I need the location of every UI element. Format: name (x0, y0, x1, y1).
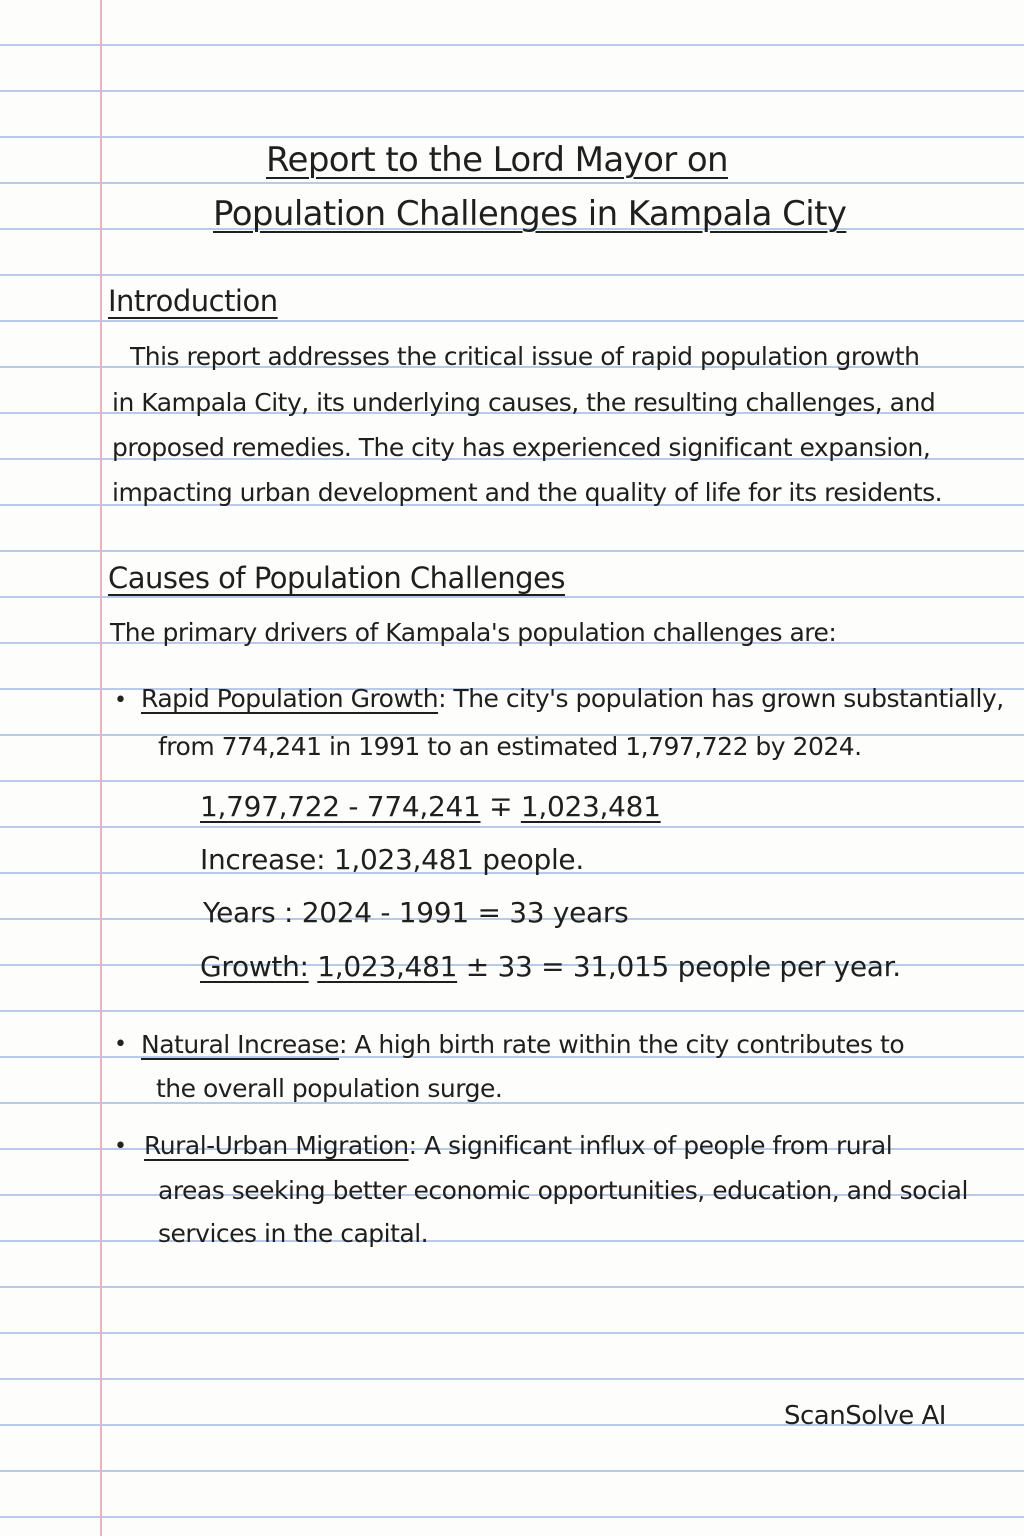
causes-heading: Causes of Population Challenges (108, 561, 566, 595)
intro-paragraph-line: impacting urban development and the quality of life for its residents. (112, 478, 943, 507)
bullet-label: Rural-Urban Migration (144, 1131, 409, 1160)
subtraction-line (200, 790, 661, 823)
increase-value: 1,023,481 people. (333, 843, 584, 876)
bullet-dot: • (114, 1134, 127, 1159)
bullet-text: : The city's population has grown substantially, (438, 684, 1004, 713)
margin-line (100, 0, 102, 1536)
bullet-continuation-line: the overall population surge. (156, 1074, 503, 1103)
causes-intro: The primary drivers of Kampala's population challenges are: (110, 618, 837, 647)
bullet-continuation-line: areas seeking better economic opportunities, education, and social (158, 1176, 968, 1205)
subtraction-result: 1,023,481 (520, 790, 661, 823)
introduction-heading: Introduction (108, 284, 278, 318)
bullet-dot: • (114, 1032, 127, 1057)
bullet-text: : A significant influx of people from rural (408, 1131, 893, 1160)
bullet-rapid-growth (141, 684, 1004, 713)
signature: ScanSolve AI (784, 1401, 946, 1431)
increase-label: Increase: (200, 843, 326, 876)
years-label: Years : (203, 896, 294, 929)
growth-line (200, 950, 901, 983)
bullet-label: Rapid Population Growth (141, 684, 439, 713)
intro-paragraph-line: This report addresses the critical issue of rapid population growth (130, 342, 920, 371)
bullet-label: Natural Increase (141, 1030, 339, 1059)
intro-paragraph-line: proposed remedies. The city has experienced significant expansion, (112, 433, 931, 462)
subtraction-expression: 1,797,722 - 774,241 (200, 790, 481, 823)
bullet-natural-increase (141, 1030, 904, 1059)
bullet-dot: • (114, 688, 127, 713)
bullet-continuation-line: from 774,241 in 1991 to an estimated 1,797,722 by 2024. (158, 732, 862, 761)
bullet-text: : A high birth rate within the city contributes to (338, 1030, 905, 1059)
growth-label: Growth: (200, 950, 309, 983)
bullet-continuation-line: services in the capital. (158, 1219, 429, 1248)
subtraction-operator: ∓ (480, 790, 521, 823)
years-value: 2024 - 1991 = 33 years (301, 896, 629, 929)
title-line-2: Population Challenges in Kampala City (213, 194, 847, 234)
intro-paragraph-line: in Kampala City, its underlying causes, the resulting challenges, and (112, 388, 936, 417)
title-line-1: Report to the Lord Mayor on (266, 140, 729, 180)
growth-numerator: 1,023,481 (317, 950, 458, 983)
growth-rest: ± 33 = 31,015 people per year. (457, 950, 901, 983)
bullet-rural-urban-migration (144, 1131, 892, 1160)
increase-line (200, 843, 584, 876)
years-line (203, 896, 628, 929)
